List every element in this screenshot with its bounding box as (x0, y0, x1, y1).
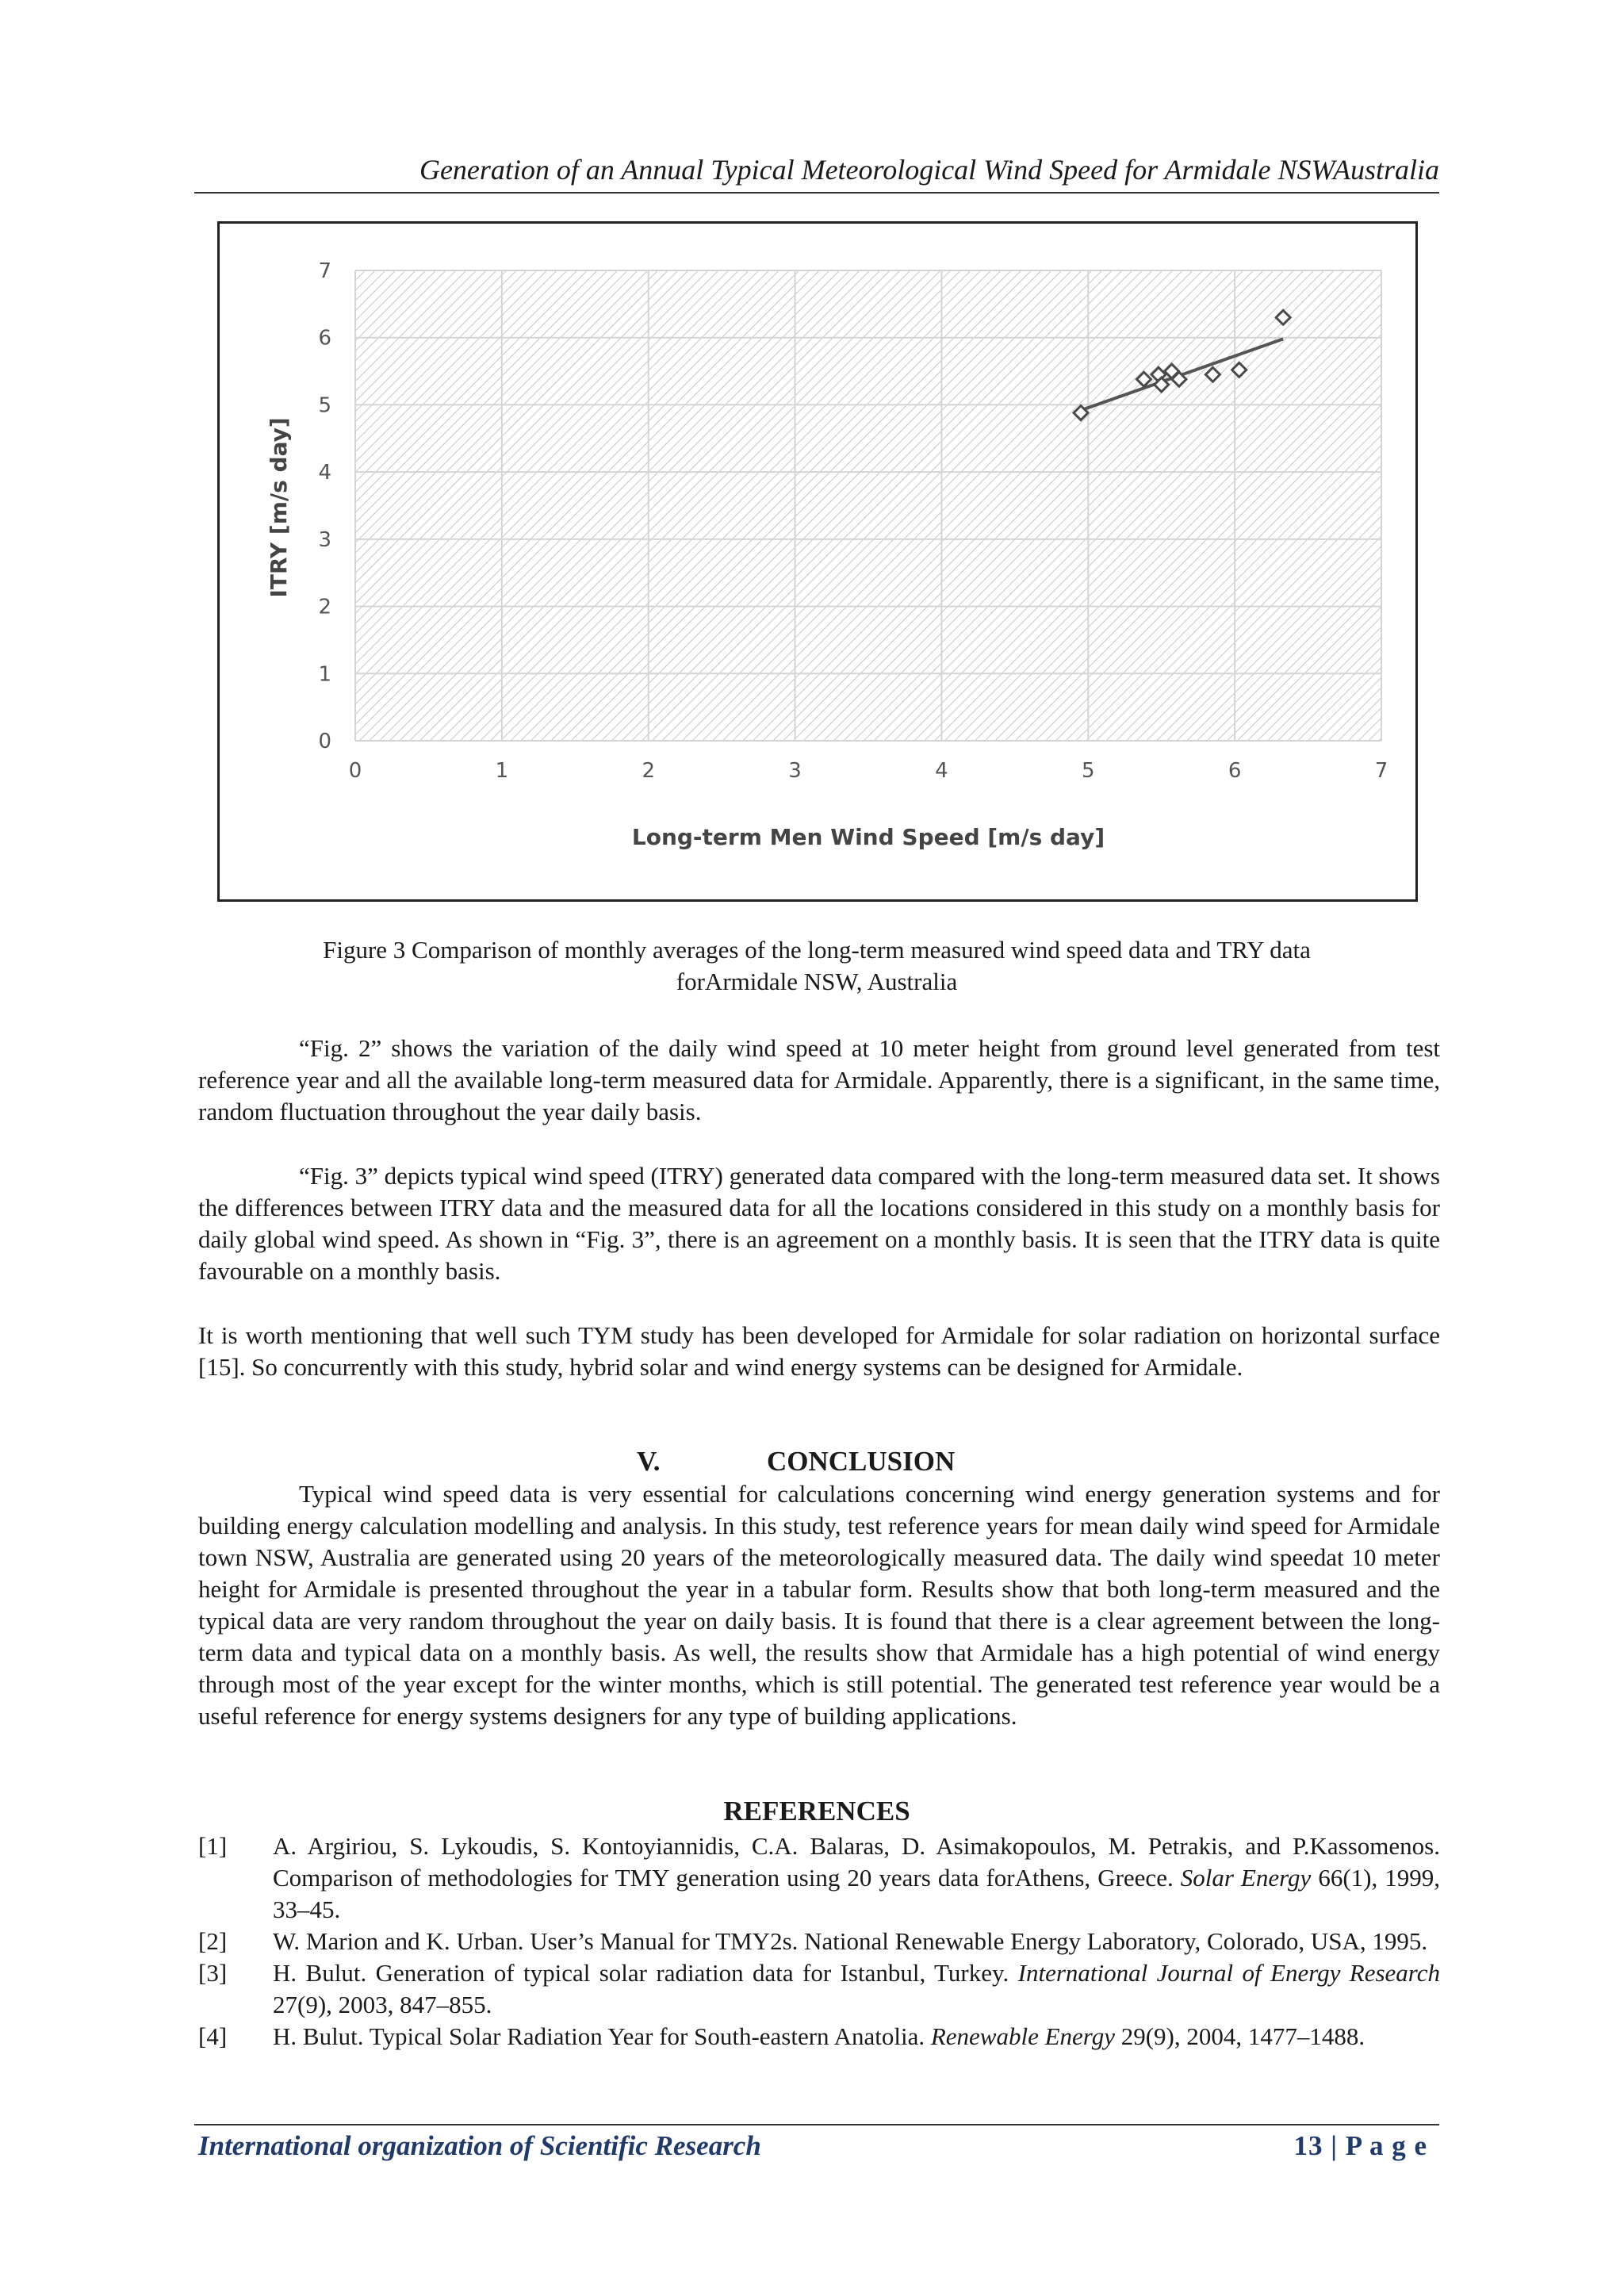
paragraph-fig3: “Fig. 3” depicts typical wind speed (ITRY) generated data compared with the long-term measured data set. It shows the differences between ITRY data and the measured data for all the locations considered in this study on a monthly basis for daily global wind speed. As shown in “Fig. 3”, there is an agreement on a monthly basis. It is seen that the ITRY data is quite favourable on a monthly basis. (198, 1162, 1440, 1285)
footer-organization: International organization of Scientific Research (198, 2130, 761, 2161)
x-tick-label: 1 (495, 759, 509, 783)
y-tick-label: 3 (318, 527, 331, 552)
reference-text: W. Marion and K. Urban. User’s Manual for TMY2s. National Renewable Energy Laboratory, Colorado, USA, 1995. (273, 1927, 1428, 1955)
reference-item (198, 1957, 1440, 2021)
x-tick-label: 5 (1082, 759, 1095, 783)
reference-label: [3] (198, 1959, 228, 1987)
figure-caption (194, 934, 1439, 998)
paragraph-fig2: “Fig. 2” shows the variation of the daily wind speed at 10 meter height from ground level generated from test reference year and all the available long-term measured data for Armidale. Apparently, there is a significant, in the same time, random fluctuation throughout the year daily basis. (198, 1034, 1440, 1125)
y-axis-title: ITRY [m/s day] (266, 417, 292, 598)
scatter-chart-svg (220, 224, 1415, 899)
caption-line-2: forArmidale NSW, Australia (676, 968, 958, 995)
figure-3-chart (217, 221, 1418, 902)
y-tick-label: 2 (318, 595, 331, 619)
y-tick-label: 5 (318, 393, 331, 418)
reference-label: [2] (198, 1927, 228, 1955)
reference-item (198, 1926, 1440, 1957)
reference-item (198, 2021, 1440, 2053)
section-number: V. (637, 1446, 661, 1477)
x-tick-label: 3 (788, 759, 802, 783)
paragraph-tym: It is worth mentioning that well such TYM study has been developed for Armidale for solar radiation on horizontal surface [15]. So concurrently with this study, hybrid solar and wind energy systems can be designed for Armidale. (198, 1321, 1440, 1381)
y-tick-label: 7 (318, 259, 331, 283)
plot-area (355, 270, 1381, 741)
y-tick-label: 0 (318, 730, 331, 753)
x-axis-title: Long-term Men Wind Speed [m/s day] (631, 824, 1105, 850)
reference-label: [1] (198, 1832, 228, 1860)
reference-text: H. Bulut. Typical Solar Radiation Year for South-eastern Anatolia. Renewable Energy 29(9), 2004, 1477–1488. (273, 2022, 1365, 2050)
journal-title: International Journal of Energy Research (1017, 1959, 1440, 1987)
references-heading: REFERENCES (723, 1796, 910, 1826)
footer-page-number: 13 | P a g e (1293, 2130, 1427, 2161)
reference-text: A. Argiriou, S. Lykoudis, S. Kontoyiannidis, C.A. Balaras, D. Asimakopoulos, M. Petrakis, and P.Kassomenos. Comparison of methodologies for TMY generation using 20 years data forAthens, Greece. Solar Energy 66(1), 1999, 33–45. (273, 1832, 1440, 1923)
x-tick-label: 7 (1374, 759, 1388, 783)
journal-title: Renewable Energy (930, 2022, 1115, 2050)
y-tick-label: 4 (318, 461, 331, 485)
x-tick-label: 6 (1228, 759, 1242, 783)
y-tick-label: 6 (318, 326, 331, 351)
journal-title: Solar Energy (1180, 1864, 1312, 1892)
x-tick-label: 0 (348, 759, 362, 783)
paragraph-conclusion: Typical wind speed data is very essential for calculations concerning wind energy generation systems and for building energy calculation modelling and analysis. In this study, test reference years for mean daily wind speed for Armidale town NSW, Australia are generated using 20 years of the meteorologically measured data. The daily wind speedat 10 meter height for Armidale is presented throughout the year in a tabular form. Results show that both long-term measured and the typical data are very random throughout the year on daily basis. It is found that there is a clear agreement between the long-term data and typical data on a monthly basis. As well, the results show that Armidale has a high potential of wind energy through most of the year except for the winter months, which is still potential. The generated test reference year would be a useful reference for energy systems designers for any type of building applications. (198, 1480, 1440, 1730)
section-title: CONCLUSION (767, 1446, 956, 1477)
reference-label: [4] (198, 2022, 228, 2050)
x-tick-label: 4 (935, 759, 948, 783)
x-tick-label: 2 (642, 759, 655, 783)
reference-list (198, 1830, 1440, 2053)
reference-text: H. Bulut. Generation of typical solar radiation data for Istanbul, Turkey. International Journal of Energy Research 27(9), 2003, 847–855. (273, 1959, 1440, 2018)
reference-item (198, 1830, 1440, 1926)
caption-line-1: Figure 3 Comparison of monthly averages of the long-term measured wind speed data and TRY data (323, 936, 1311, 964)
header-rule (194, 192, 1439, 194)
footer-rule (194, 2124, 1439, 2125)
running-head: Generation of an Annual Typical Meteorological Wind Speed for Armidale NSWAustralia (419, 154, 1439, 186)
y-tick-label: 1 (318, 662, 331, 687)
